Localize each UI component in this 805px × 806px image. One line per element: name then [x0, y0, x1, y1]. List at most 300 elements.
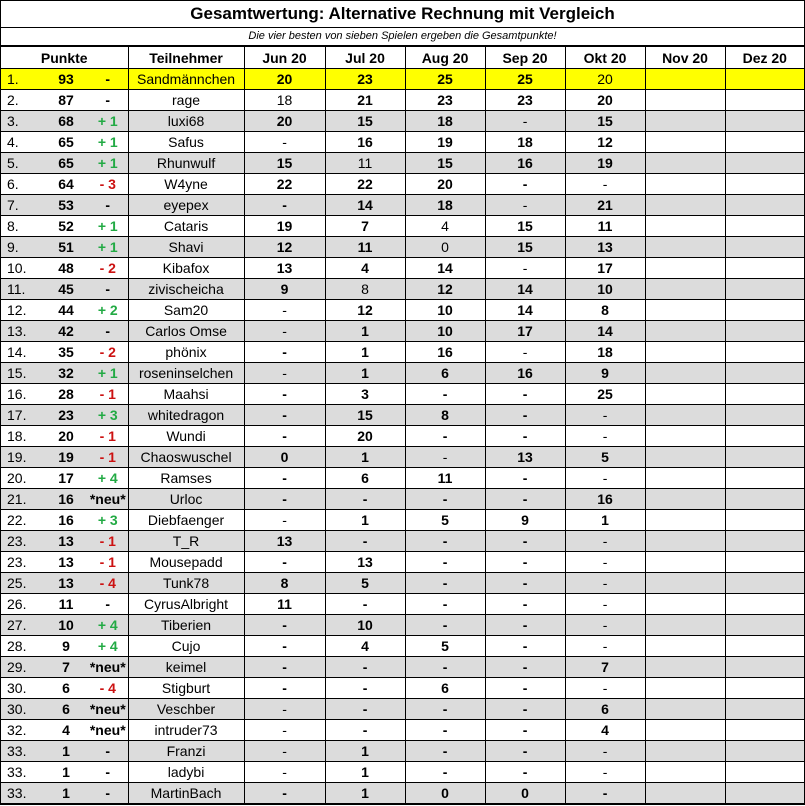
score-cell: -: [325, 699, 405, 720]
rank-cell: 14.: [1, 342, 44, 363]
points-cell: 4: [44, 720, 88, 741]
score-cell: [725, 447, 804, 468]
points-cell: 68: [44, 111, 88, 132]
score-cell: 20: [565, 90, 645, 111]
points-cell: 1: [44, 762, 88, 783]
score-cell: 17: [565, 258, 645, 279]
score-cell: -: [405, 762, 485, 783]
score-cell: -: [325, 678, 405, 699]
score-cell: 16: [325, 132, 405, 153]
score-cell: -: [244, 678, 325, 699]
rank-cell: 29.: [1, 657, 44, 678]
change-cell: -: [88, 279, 128, 300]
score-cell: [645, 342, 725, 363]
score-cell: [725, 363, 804, 384]
participant-name: Sandmännchen: [128, 69, 244, 90]
score-cell: 1: [325, 741, 405, 762]
score-cell: 6: [325, 468, 405, 489]
rank-cell: 9.: [1, 237, 44, 258]
participant-name: keimel: [128, 657, 244, 678]
score-cell: 15: [565, 111, 645, 132]
rank-cell: 18.: [1, 426, 44, 447]
participant-name: Sam20: [128, 300, 244, 321]
participant-name: Diebfaenger: [128, 510, 244, 531]
score-cell: 10: [405, 300, 485, 321]
rank-cell: 6.: [1, 174, 44, 195]
score-cell: -: [244, 426, 325, 447]
rank-cell: 11.: [1, 279, 44, 300]
score-cell: [645, 216, 725, 237]
score-cell: 5: [325, 573, 405, 594]
score-cell: 13: [325, 552, 405, 573]
score-cell: -: [485, 657, 565, 678]
table-row: [1, 90, 804, 111]
score-cell: -: [485, 258, 565, 279]
score-cell: [725, 384, 804, 405]
score-cell: [725, 279, 804, 300]
score-cell: [645, 111, 725, 132]
table-row: [1, 69, 804, 90]
score-cell: -: [244, 741, 325, 762]
participant-name: Carlos Omse: [128, 321, 244, 342]
change-cell: + 3: [88, 510, 128, 531]
score-cell: [645, 153, 725, 174]
score-cell: -: [244, 342, 325, 363]
change-cell: - 1: [88, 426, 128, 447]
score-cell: 18: [405, 195, 485, 216]
score-cell: -: [325, 531, 405, 552]
score-cell: 12: [565, 132, 645, 153]
change-cell: + 1: [88, 216, 128, 237]
table-row: [1, 132, 804, 153]
rank-cell: 27.: [1, 615, 44, 636]
table-row: [1, 468, 804, 489]
score-cell: 12: [325, 300, 405, 321]
score-cell: [645, 426, 725, 447]
score-cell: -: [485, 699, 565, 720]
score-cell: [645, 447, 725, 468]
rank-cell: 17.: [1, 405, 44, 426]
score-cell: [645, 384, 725, 405]
score-cell: -: [244, 510, 325, 531]
score-cell: -: [565, 762, 645, 783]
score-cell: -: [244, 363, 325, 384]
score-cell: 1: [325, 342, 405, 363]
header-month: Jul 20: [325, 47, 405, 69]
table-row: [1, 258, 804, 279]
score-cell: [725, 615, 804, 636]
score-cell: 18: [485, 132, 565, 153]
score-cell: [725, 741, 804, 762]
change-cell: - 1: [88, 531, 128, 552]
score-cell: [725, 573, 804, 594]
score-cell: 13: [244, 258, 325, 279]
score-cell: 16: [485, 153, 565, 174]
score-cell: -: [325, 657, 405, 678]
table-row: [1, 636, 804, 657]
rank-cell: 25.: [1, 573, 44, 594]
score-cell: [725, 300, 804, 321]
score-cell: [725, 678, 804, 699]
header-month: Sep 20: [485, 47, 565, 69]
table-row: [1, 615, 804, 636]
score-cell: [645, 321, 725, 342]
score-cell: [725, 69, 804, 90]
score-cell: 6: [405, 363, 485, 384]
score-cell: 3: [325, 384, 405, 405]
score-cell: 14: [485, 300, 565, 321]
points-cell: 13: [44, 552, 88, 573]
change-cell: + 1: [88, 111, 128, 132]
participant-name: Kibafox: [128, 258, 244, 279]
points-cell: 65: [44, 153, 88, 174]
score-cell: 1: [325, 321, 405, 342]
rank-cell: 33.: [1, 783, 44, 804]
score-cell: 17: [485, 321, 565, 342]
change-cell: + 4: [88, 615, 128, 636]
score-cell: -: [485, 720, 565, 741]
score-cell: 20: [325, 426, 405, 447]
table-row: [1, 111, 804, 132]
score-cell: 20: [405, 174, 485, 195]
points-cell: 44: [44, 300, 88, 321]
score-cell: [645, 363, 725, 384]
rank-cell: 12.: [1, 300, 44, 321]
table-row: [1, 741, 804, 762]
score-cell: [645, 279, 725, 300]
score-cell: -: [565, 741, 645, 762]
score-cell: -: [405, 384, 485, 405]
score-cell: 10: [565, 279, 645, 300]
change-cell: + 1: [88, 153, 128, 174]
score-cell: [645, 300, 725, 321]
score-cell: 7: [565, 657, 645, 678]
change-cell: + 1: [88, 132, 128, 153]
score-cell: 14: [565, 321, 645, 342]
points-cell: 9: [44, 636, 88, 657]
score-cell: 22: [325, 174, 405, 195]
header-month: Okt 20: [565, 47, 645, 69]
change-cell: *neu*: [88, 657, 128, 678]
score-cell: 11: [244, 594, 325, 615]
participant-name: T_R: [128, 531, 244, 552]
score-cell: [725, 531, 804, 552]
score-cell: 8: [405, 405, 485, 426]
score-cell: 9: [565, 363, 645, 384]
header-row: [1, 47, 804, 69]
score-cell: 0: [405, 783, 485, 804]
score-cell: -: [485, 573, 565, 594]
table-row: [1, 594, 804, 615]
score-cell: [645, 132, 725, 153]
table-row: [1, 174, 804, 195]
score-cell: [725, 762, 804, 783]
score-cell: -: [485, 111, 565, 132]
participant-name: Tunk78: [128, 573, 244, 594]
rank-cell: 7.: [1, 195, 44, 216]
score-cell: 8: [244, 573, 325, 594]
score-cell: -: [485, 636, 565, 657]
rank-cell: 26.: [1, 594, 44, 615]
change-cell: - 2: [88, 258, 128, 279]
change-cell: - 4: [88, 678, 128, 699]
change-cell: -: [88, 741, 128, 762]
score-cell: 15: [325, 405, 405, 426]
rank-cell: 30.: [1, 678, 44, 699]
rank-cell: 20.: [1, 468, 44, 489]
score-cell: [645, 699, 725, 720]
points-cell: 20: [44, 426, 88, 447]
score-cell: [645, 573, 725, 594]
score-cell: 21: [325, 90, 405, 111]
score-cell: -: [485, 615, 565, 636]
score-cell: 14: [325, 195, 405, 216]
points-cell: 93: [44, 69, 88, 90]
score-cell: 14: [405, 258, 485, 279]
page-title: Gesamtwertung: Alternative Rechnung mit Vergleich: [1, 1, 804, 28]
points-cell: 48: [44, 258, 88, 279]
rank-cell: 13.: [1, 321, 44, 342]
participant-name: Mousepadd: [128, 552, 244, 573]
participant-name: Ramses: [128, 468, 244, 489]
score-cell: -: [565, 174, 645, 195]
score-cell: [645, 741, 725, 762]
score-cell: -: [485, 489, 565, 510]
participant-name: intruder73: [128, 720, 244, 741]
score-cell: 15: [405, 153, 485, 174]
score-cell: [725, 174, 804, 195]
score-cell: -: [244, 657, 325, 678]
table-row: [1, 783, 804, 804]
points-cell: 64: [44, 174, 88, 195]
score-cell: -: [565, 783, 645, 804]
participant-name: W4yne: [128, 174, 244, 195]
points-cell: 35: [44, 342, 88, 363]
score-cell: [645, 783, 725, 804]
score-cell: [645, 69, 725, 90]
table-row: [1, 552, 804, 573]
table-row: [1, 279, 804, 300]
participant-name: Urloc: [128, 489, 244, 510]
table-row: [1, 426, 804, 447]
score-cell: 13: [565, 237, 645, 258]
score-cell: -: [565, 531, 645, 552]
score-cell: 4: [405, 216, 485, 237]
score-cell: -: [405, 615, 485, 636]
score-cell: 6: [565, 699, 645, 720]
table-row: [1, 447, 804, 468]
score-cell: -: [244, 552, 325, 573]
score-cell: -: [325, 720, 405, 741]
table-row: [1, 531, 804, 552]
table-row: [1, 489, 804, 510]
score-cell: 1: [565, 510, 645, 531]
score-cell: [725, 636, 804, 657]
score-cell: 15: [244, 153, 325, 174]
score-cell: -: [244, 321, 325, 342]
points-cell: 16: [44, 489, 88, 510]
score-cell: -: [325, 489, 405, 510]
score-cell: [725, 132, 804, 153]
score-cell: 11: [325, 153, 405, 174]
points-cell: 19: [44, 447, 88, 468]
score-cell: [645, 90, 725, 111]
score-cell: -: [244, 636, 325, 657]
score-cell: [725, 510, 804, 531]
participant-name: phönix: [128, 342, 244, 363]
score-cell: -: [485, 531, 565, 552]
score-cell: -: [405, 573, 485, 594]
change-cell: + 4: [88, 636, 128, 657]
score-cell: 4: [565, 720, 645, 741]
score-cell: -: [565, 636, 645, 657]
score-cell: -: [485, 174, 565, 195]
points-cell: 65: [44, 132, 88, 153]
score-cell: -: [244, 720, 325, 741]
score-cell: -: [244, 615, 325, 636]
participant-name: CyrusAlbright: [128, 594, 244, 615]
participant-name: zivischeicha: [128, 279, 244, 300]
participant-name: Safus: [128, 132, 244, 153]
score-cell: -: [485, 762, 565, 783]
score-cell: 25: [485, 69, 565, 90]
score-cell: 23: [405, 90, 485, 111]
score-cell: [725, 699, 804, 720]
change-cell: *neu*: [88, 489, 128, 510]
score-cell: 1: [325, 510, 405, 531]
table-row: [1, 195, 804, 216]
change-cell: *neu*: [88, 720, 128, 741]
change-cell: + 3: [88, 405, 128, 426]
table-row: [1, 384, 804, 405]
participant-name: Cataris: [128, 216, 244, 237]
score-cell: [645, 489, 725, 510]
score-cell: 15: [485, 237, 565, 258]
score-cell: -: [565, 573, 645, 594]
participant-name: Stigburt: [128, 678, 244, 699]
change-cell: - 1: [88, 447, 128, 468]
score-cell: [645, 468, 725, 489]
score-cell: 15: [325, 111, 405, 132]
score-cell: 19: [565, 153, 645, 174]
score-cell: [645, 195, 725, 216]
score-cell: [645, 510, 725, 531]
header-month: Dez 20: [725, 47, 804, 69]
score-cell: 5: [405, 636, 485, 657]
points-cell: 23: [44, 405, 88, 426]
score-cell: 20: [565, 69, 645, 90]
score-cell: -: [565, 426, 645, 447]
points-cell: 7: [44, 657, 88, 678]
score-cell: -: [244, 762, 325, 783]
table-row: [1, 510, 804, 531]
rank-cell: 16.: [1, 384, 44, 405]
score-cell: -: [565, 594, 645, 615]
score-cell: [645, 636, 725, 657]
score-cell: 0: [244, 447, 325, 468]
table-row: [1, 300, 804, 321]
table-row: [1, 720, 804, 741]
score-cell: [645, 615, 725, 636]
table-row: [1, 342, 804, 363]
score-cell: 16: [405, 342, 485, 363]
score-cell: [645, 657, 725, 678]
score-cell: 0: [485, 783, 565, 804]
score-cell: 16: [485, 363, 565, 384]
score-cell: 5: [565, 447, 645, 468]
score-cell: -: [485, 195, 565, 216]
points-cell: 6: [44, 699, 88, 720]
change-cell: - 1: [88, 384, 128, 405]
score-cell: 18: [244, 90, 325, 111]
score-cell: -: [325, 594, 405, 615]
score-cell: [645, 762, 725, 783]
score-cell: -: [405, 741, 485, 762]
participant-name: Shavi: [128, 237, 244, 258]
score-cell: [725, 153, 804, 174]
participant-name: Cujo: [128, 636, 244, 657]
change-cell: -: [88, 69, 128, 90]
table-row: [1, 237, 804, 258]
points-cell: 45: [44, 279, 88, 300]
score-cell: -: [244, 783, 325, 804]
score-cell: 19: [244, 216, 325, 237]
score-cell: -: [405, 531, 485, 552]
participant-name: eyepex: [128, 195, 244, 216]
score-cell: 22: [244, 174, 325, 195]
score-cell: [645, 258, 725, 279]
score-cell: [645, 174, 725, 195]
participant-name: whitedragon: [128, 405, 244, 426]
change-cell: - 3: [88, 174, 128, 195]
rank-cell: 33.: [1, 741, 44, 762]
table-row: [1, 153, 804, 174]
score-cell: -: [565, 405, 645, 426]
score-cell: -: [485, 741, 565, 762]
score-cell: [725, 489, 804, 510]
change-cell: -: [88, 762, 128, 783]
score-cell: [645, 531, 725, 552]
score-cell: -: [405, 489, 485, 510]
points-cell: 32: [44, 363, 88, 384]
page-subtitle: Die vier besten von sieben Spielen ergeben die Gesamtpunkte!: [1, 28, 804, 46]
score-cell: -: [405, 552, 485, 573]
points-cell: 13: [44, 573, 88, 594]
table-row: [1, 678, 804, 699]
participant-name: Maahsi: [128, 384, 244, 405]
points-cell: 51: [44, 237, 88, 258]
header-month: Aug 20: [405, 47, 485, 69]
score-cell: [725, 720, 804, 741]
score-cell: -: [244, 132, 325, 153]
change-cell: -: [88, 90, 128, 111]
score-cell: -: [565, 468, 645, 489]
score-cell: [725, 468, 804, 489]
points-cell: 52: [44, 216, 88, 237]
participant-name: Franzi: [128, 741, 244, 762]
score-cell: -: [485, 384, 565, 405]
score-cell: -: [485, 405, 565, 426]
score-cell: 12: [244, 237, 325, 258]
rank-cell: 3.: [1, 111, 44, 132]
participant-name: Chaoswuschel: [128, 447, 244, 468]
score-cell: -: [244, 468, 325, 489]
score-cell: [725, 342, 804, 363]
header-punkte: Punkte: [1, 47, 128, 69]
participant-name: ladybi: [128, 762, 244, 783]
score-cell: -: [485, 342, 565, 363]
score-cell: 8: [565, 300, 645, 321]
